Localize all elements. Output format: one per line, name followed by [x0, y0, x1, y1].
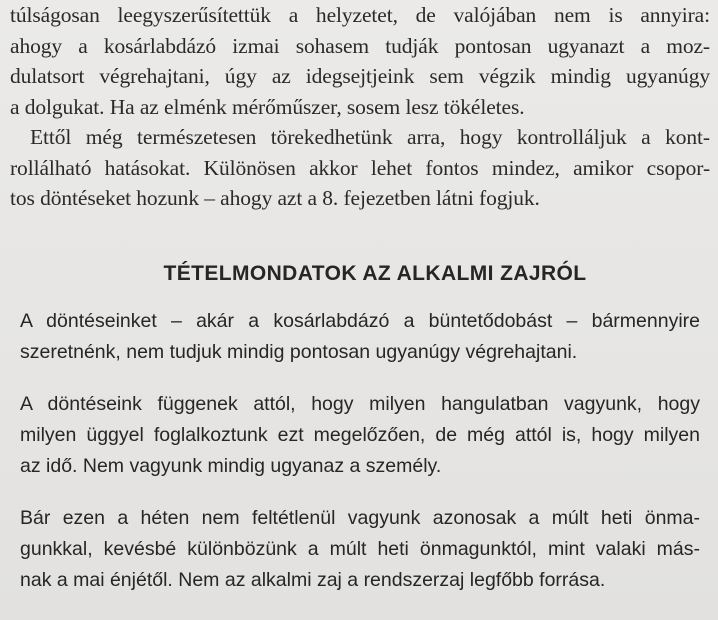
text-line: dulatsort végrehajtani, úgy az idegsejtjeink sem végzik mindig ugyanúgy [10, 64, 710, 88]
thesis-2 [20, 389, 700, 482]
paragraph-2 [10, 122, 710, 214]
text-line: szeretnénk, nem tudjuk mindig pontosan ugyanúgy végrehajtani. [20, 341, 578, 363]
thesis-1 [20, 306, 700, 368]
text-line: Ettől még természetesen törekedhetünk arra, hogy kontrolláljuk a kont- [30, 125, 710, 149]
text-line: nak a mai énjétől. Nem az alkalmi zaj a rendszerzaj legfőbb forrása. [20, 569, 606, 591]
text-line: rollálható hatásokat. Különösen akkor lehet fontos mindez, amikor csopor- [10, 155, 710, 180]
text-line: A döntéseinket – akár a kosárlabdázó a büntetődobást – bármennyire [20, 310, 700, 332]
text-line: a dolgukat. Ha az elménk mérőműszer, sosem lesz tökéletes. [10, 94, 525, 119]
text-line: milyen üggyel foglalkoztunk ezt megelőzően, de még attól is, hogy milyen [20, 424, 700, 446]
text-line: gunkkal, kevésbé különbözünk a múlt heti önmagunktól, mint valaki más- [20, 538, 700, 560]
theses-section [20, 262, 700, 617]
text-line: tos döntéseket hozunk – ahogy azt a 8. fejezetben látni fogjuk. [10, 186, 540, 210]
text-line: A döntéseink függenek attól, hogy milyen hangulatban vagyunk, hogy [20, 393, 700, 415]
body-text [10, 0, 710, 214]
paragraph-1 [10, 0, 710, 122]
section-heading: TÉTELMONDATOK AZ ALKALMI ZAJRÓL [163, 262, 587, 285]
text-line: ahogy a kosárlabdázó izmai sohasem tudják pontosan ugyanazt a moz- [10, 33, 710, 58]
text-line: az idő. Nem vagyunk mindig ugyanaz a személy. [20, 455, 442, 477]
text-line: Bár ezen a héten nem feltétlenül vagyunk azonosak a múlt heti önma- [20, 507, 700, 529]
text-line: túlságosan leegyszerűsítettük a helyzetet, de valójában nem is annyira: [10, 3, 710, 27]
thesis-3 [20, 503, 700, 596]
